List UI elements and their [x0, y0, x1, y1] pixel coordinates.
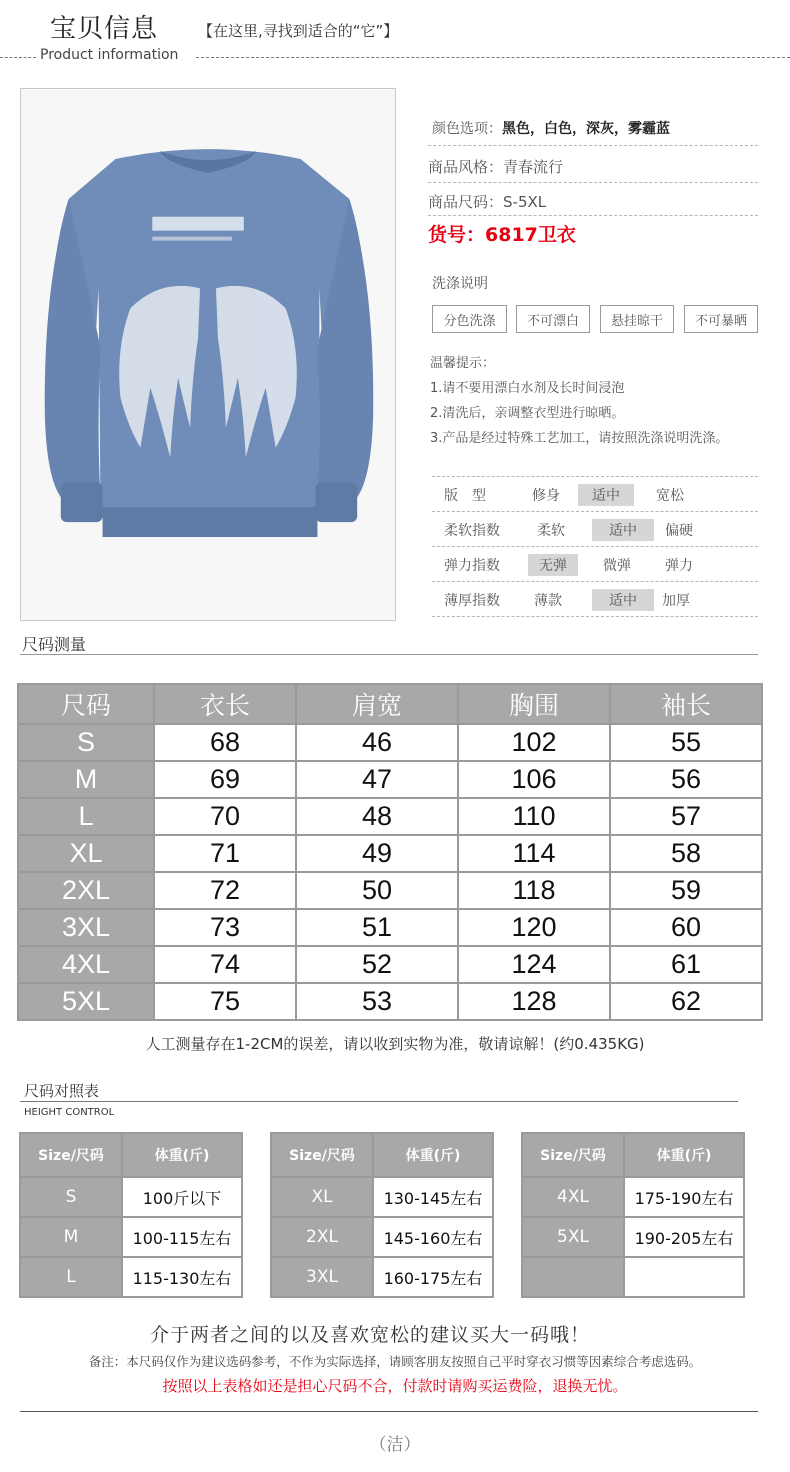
color-options — [432, 118, 670, 138]
color-label: 颜色选项： — [432, 121, 502, 137]
attribute-option: 柔软 — [537, 523, 565, 539]
attribute-option: 弹力 — [665, 558, 693, 574]
tips-line: 1.请不要用漂白水剂及长时间浸泡 — [430, 381, 625, 396]
wash-item: 悬挂晾干 — [600, 305, 674, 333]
table-row — [271, 1217, 493, 1257]
attribute-row — [432, 548, 758, 582]
divider — [20, 654, 758, 655]
weight-cell: 175-190左右 — [624, 1177, 744, 1217]
header-cell: 肩宽 — [296, 684, 458, 724]
weight-cell: 100斤以下 — [122, 1177, 242, 1217]
table-row — [20, 1257, 242, 1297]
compare-subtitle: HEIGHT CONTROL — [24, 1107, 115, 1118]
attribute-option: 偏硬 — [665, 523, 693, 539]
value-cell: 49 — [296, 835, 458, 872]
table-header-row — [522, 1133, 744, 1177]
value-cell: 69 — [154, 761, 296, 798]
weight-cell: 130-145左右 — [373, 1177, 493, 1217]
section-title: 宝贝信息 — [50, 14, 159, 44]
remark-text: 备注：本尺码仅作为建议选码参考，不作为实际选择，请顾客朋友按照自己平时穿衣习惯等因素综合考虑选码。 — [88, 1354, 702, 1369]
attribute-row — [432, 583, 758, 617]
size-cell: 5XL — [18, 983, 154, 1020]
size-cell: 5XL — [522, 1217, 624, 1257]
attribute-label: 版 型 — [444, 488, 486, 504]
size-cell — [522, 1257, 624, 1297]
header-cell: 体重(斤) — [373, 1133, 493, 1177]
weight-cell: 190-205左右 — [624, 1217, 744, 1257]
attribute-option: 宽松 — [656, 488, 684, 504]
value-cell: 56 — [610, 761, 762, 798]
divider — [428, 145, 758, 146]
header-cell: 体重(斤) — [122, 1133, 242, 1177]
attribute-row — [432, 513, 758, 547]
header-cell: Size/尺码 — [522, 1133, 624, 1177]
value-cell: 60 — [610, 909, 762, 946]
compare-title: 尺码对照表 — [24, 1082, 100, 1100]
attribute-option: 薄款 — [534, 593, 562, 609]
value-cell: 61 — [610, 946, 762, 983]
style-info — [428, 156, 563, 177]
table-header-row — [271, 1133, 493, 1177]
divider — [432, 546, 758, 547]
attribute-option-selected: 无弹 — [528, 554, 578, 576]
table-row — [18, 946, 762, 983]
size-cell: 4XL — [522, 1177, 624, 1217]
divider — [428, 215, 758, 216]
tips-title: 温馨提示： — [430, 356, 496, 371]
tips-line: 3.产品是经过特殊工艺加工，请按照洗涤说明洗涤。 — [430, 431, 729, 446]
size-cell: 3XL — [271, 1257, 373, 1297]
suggestion-text: 介于两者之间的以及喜欢宽松的建议买大一码哦！ — [149, 1324, 590, 1346]
value-cell: 48 — [296, 798, 458, 835]
divider — [432, 616, 758, 617]
value-cell: 74 — [154, 946, 296, 983]
divider — [432, 581, 758, 582]
size-cell: S — [18, 724, 154, 761]
size-cell: XL — [271, 1177, 373, 1217]
table-row — [18, 798, 762, 835]
table-row — [18, 724, 762, 761]
attribute-option: 微弹 — [603, 558, 631, 574]
size-compare-table — [19, 1132, 243, 1298]
value-cell: 102 — [458, 724, 610, 761]
table-row — [18, 872, 762, 909]
weight-cell: 115-130左右 — [122, 1257, 242, 1297]
measure-title: 尺码测量 — [22, 635, 87, 654]
value-cell: 120 — [458, 909, 610, 946]
wash-item: 分色洗涤 — [432, 305, 507, 333]
table-row — [271, 1177, 493, 1217]
weight-cell: 100-115左右 — [122, 1217, 242, 1257]
style-value: 青春流行 — [503, 158, 564, 176]
wash-title: 洗涤说明 — [432, 276, 488, 292]
attribute-option-selected: 适中 — [592, 589, 654, 611]
value-cell: 55 — [610, 724, 762, 761]
attribute-option: 修身 — [532, 488, 560, 504]
measure-note: 人工测量存在1-2CM的误差，请以收到实物为准，敬请谅解！(约0.435KG) — [145, 1035, 645, 1053]
header-cell: 衣长 — [154, 684, 296, 724]
value-cell: 58 — [610, 835, 762, 872]
value-cell: 59 — [610, 872, 762, 909]
attribute-option-selected: 适中 — [592, 519, 654, 541]
value-cell: 73 — [154, 909, 296, 946]
attribute-option-selected: 适中 — [578, 484, 634, 506]
divider — [428, 182, 758, 183]
size-cell: S — [20, 1177, 122, 1217]
attribute-label: 柔软指数 — [444, 523, 500, 539]
attribute-row — [432, 478, 758, 512]
size-label: 商品尺码： — [428, 193, 504, 211]
value-cell: 110 — [458, 798, 610, 835]
value-cell: 70 — [154, 798, 296, 835]
table-row — [522, 1177, 744, 1217]
table-row — [271, 1257, 493, 1297]
divider — [20, 1101, 738, 1102]
value-cell: 106 — [458, 761, 610, 798]
wash-item: 不可暴晒 — [684, 305, 758, 333]
size-compare-table — [521, 1132, 745, 1298]
table-header-row — [18, 684, 762, 724]
value-cell: 46 — [296, 724, 458, 761]
size-cell: 3XL — [18, 909, 154, 946]
size-cell: M — [20, 1217, 122, 1257]
value-cell: 62 — [610, 983, 762, 1020]
header-divider-right — [196, 57, 790, 58]
size-cell: M — [18, 761, 154, 798]
header-cell: Size/尺码 — [20, 1133, 122, 1177]
divider — [432, 476, 758, 477]
style-label: 商品风格： — [428, 158, 504, 176]
attribute-label: 薄厚指数 — [444, 593, 500, 609]
value-cell: 75 — [154, 983, 296, 1020]
color-value: 黑色，白色，深灰，雾霾蓝 — [502, 121, 670, 137]
table-row — [522, 1257, 744, 1297]
sweatshirt-illustration — [21, 89, 395, 620]
product-photo — [20, 88, 396, 621]
value-cell: 118 — [458, 872, 610, 909]
shipping-insurance-note: 按照以上表格如还是担心尺码不合，付款时请购买运费险，退换无忧。 — [162, 1377, 628, 1395]
footer-divider — [20, 1411, 758, 1412]
size-cell: L — [18, 798, 154, 835]
header-cell: 胸围 — [458, 684, 610, 724]
value-cell: 50 — [296, 872, 458, 909]
header-divider-left — [0, 57, 36, 58]
section-english-title: Product information — [40, 47, 179, 63]
header-cell: 尺码 — [18, 684, 154, 724]
table-row — [522, 1217, 744, 1257]
header-cell: 袖长 — [610, 684, 762, 724]
value-cell: 114 — [458, 835, 610, 872]
value-cell: 68 — [154, 724, 296, 761]
table-row — [18, 909, 762, 946]
size-value: S-5XL — [503, 193, 547, 211]
size-cell: 2XL — [18, 872, 154, 909]
size-cell: 4XL — [18, 946, 154, 983]
size-info — [428, 191, 546, 212]
value-cell: 57 — [610, 798, 762, 835]
value-cell: 51 — [296, 909, 458, 946]
item-number: 货号：6817卫衣 — [428, 224, 576, 246]
weight-cell: 145-160左右 — [373, 1217, 493, 1257]
wash-item: 不可漂白 — [516, 305, 590, 333]
weight-cell: 160-175左右 — [373, 1257, 493, 1297]
header-cell: Size/尺码 — [271, 1133, 373, 1177]
table-row — [18, 761, 762, 798]
value-cell: 128 — [458, 983, 610, 1020]
header-cell: 体重(斤) — [624, 1133, 744, 1177]
table-row — [20, 1217, 242, 1257]
section-subtitle: 【在这里,寻找到适合的“它”】 — [198, 22, 399, 40]
value-cell: 71 — [154, 835, 296, 872]
tips-line: 2.清洗后，亲调整衣型进行晾晒。 — [430, 406, 625, 421]
attribute-label: 弹力指数 — [444, 558, 500, 574]
value-cell: 72 — [154, 872, 296, 909]
table-row — [18, 983, 762, 1020]
size-compare-table — [270, 1132, 494, 1298]
value-cell: 52 — [296, 946, 458, 983]
table-row — [20, 1177, 242, 1217]
value-cell: 53 — [296, 983, 458, 1020]
attribute-option: 加厚 — [662, 593, 690, 609]
table-header-row — [20, 1133, 242, 1177]
size-cell: 2XL — [271, 1217, 373, 1257]
divider — [432, 511, 758, 512]
size-measure-table — [17, 683, 763, 1021]
value-cell: 124 — [458, 946, 610, 983]
size-cell: L — [20, 1257, 122, 1297]
footer-text: （洁） — [369, 1435, 421, 1455]
value-cell: 47 — [296, 761, 458, 798]
weight-cell — [624, 1257, 744, 1297]
size-cell: XL — [18, 835, 154, 872]
table-row — [18, 835, 762, 872]
